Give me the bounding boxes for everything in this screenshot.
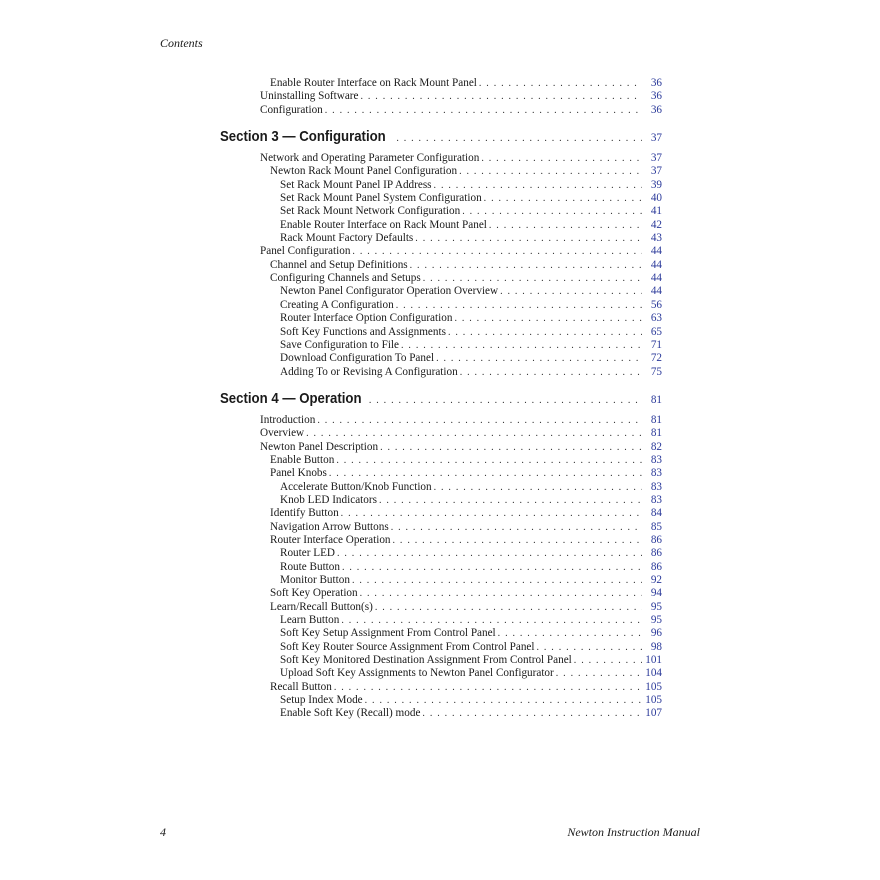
- running-head: Contents: [160, 36, 203, 50]
- toc-page-link[interactable]: 71: [650, 338, 662, 351]
- toc-entry-label: Upload Soft Key Assignments to Newton Panel Configurator: [280, 667, 554, 680]
- toc-page-link[interactable]: 107: [645, 707, 662, 720]
- toc-entry[interactable]: [220, 285, 662, 298]
- toc-entry-label: Learn/Recall Button(s): [270, 600, 373, 613]
- footer-manual-title: Newton Instruction Manual: [567, 825, 700, 839]
- toc-entry[interactable]: [220, 707, 662, 720]
- toc-page-link[interactable]: 39: [650, 178, 662, 191]
- toc-entry-label: Enable Router Interface on Rack Mount Panel: [270, 77, 477, 89]
- toc-page-link[interactable]: 75: [650, 365, 662, 378]
- dot-leader: [365, 694, 642, 707]
- toc-entry-label: Router LED: [280, 547, 335, 560]
- dot-leader: [329, 467, 642, 480]
- toc-section-heading[interactable]: [220, 389, 662, 412]
- toc-page-link[interactable]: 37: [650, 165, 662, 178]
- dot-leader: [360, 587, 642, 600]
- dot-leader: [459, 165, 642, 178]
- toc-entry-label: Soft Key Operation: [270, 587, 358, 600]
- dot-leader: [396, 132, 642, 145]
- toc-page-link[interactable]: 96: [650, 627, 662, 640]
- toc-page-link[interactable]: 82: [650, 440, 662, 453]
- toc-entry[interactable]: [220, 601, 662, 614]
- toc-page-link[interactable]: 81: [650, 427, 662, 440]
- toc-entry[interactable]: [220, 259, 662, 272]
- toc-entry-label: Identify Button: [270, 507, 339, 520]
- toc-entry-label: Soft Key Functions and Assignments: [280, 325, 446, 338]
- toc-page-link[interactable]: 84: [650, 507, 662, 520]
- toc-entry[interactable]: [220, 152, 662, 165]
- toc-entry[interactable]: [220, 90, 662, 103]
- toc-entry-label: Soft Key Setup Assignment From Control Panel: [280, 627, 496, 640]
- toc-page-link[interactable]: 86: [650, 547, 662, 560]
- dot-leader: [341, 614, 642, 627]
- toc-page-link[interactable]: 92: [650, 574, 662, 586]
- toc-entry-label: Enable Router Interface on Rack Mount Panel: [280, 218, 487, 231]
- toc-entry[interactable]: [220, 534, 662, 547]
- toc-entry[interactable]: [220, 627, 662, 640]
- dot-leader: [498, 627, 642, 640]
- toc-entry-label: Section 3 — Configuration: [220, 128, 386, 146]
- toc-entry-label: Introduction: [260, 413, 316, 426]
- toc-page-link[interactable]: 85: [650, 520, 662, 533]
- toc-page-link[interactable]: 44: [650, 285, 662, 298]
- toc-entry[interactable]: [220, 494, 662, 507]
- toc-page-link[interactable]: 81: [650, 393, 662, 406]
- toc-entry-label: Route Button: [280, 560, 340, 573]
- dot-leader: [460, 366, 642, 379]
- toc-entry-label: Enable Button: [270, 453, 335, 466]
- dot-leader: [379, 494, 642, 507]
- dot-leader: [423, 272, 642, 285]
- toc-entry-label: Creating A Configuration: [280, 298, 394, 311]
- toc-page-link[interactable]: 86: [650, 533, 662, 546]
- toc-page-link[interactable]: 94: [650, 587, 662, 600]
- toc-page-link[interactable]: 95: [650, 600, 662, 613]
- toc-page-link[interactable]: 43: [650, 232, 662, 245]
- dot-leader: [434, 481, 642, 494]
- dot-leader: [401, 339, 642, 352]
- toc-entry[interactable]: [220, 654, 662, 667]
- toc-page-link[interactable]: 105: [645, 694, 662, 707]
- toc-page-link[interactable]: 40: [650, 192, 662, 205]
- toc-page-link[interactable]: 83: [650, 480, 662, 493]
- toc-page-link[interactable]: 44: [650, 258, 662, 271]
- dot-leader: [393, 534, 642, 547]
- toc-page-link[interactable]: 72: [650, 352, 662, 365]
- toc-entry[interactable]: [220, 667, 662, 680]
- dot-leader: [479, 77, 642, 90]
- toc-page-link[interactable]: 81: [650, 413, 662, 426]
- dot-leader: [352, 245, 642, 258]
- toc-entry-label: Soft Key Monitored Destination Assignment From Control Panel: [280, 654, 572, 667]
- toc-entry[interactable]: [220, 454, 662, 467]
- toc-page-link[interactable]: 83: [650, 453, 662, 466]
- toc-entry[interactable]: [220, 641, 662, 654]
- toc-section-heading[interactable]: [220, 130, 662, 150]
- toc-entry-label: Configuration: [260, 103, 323, 116]
- toc-entry[interactable]: [220, 681, 662, 694]
- dot-leader: [436, 352, 642, 365]
- toc-entry[interactable]: [220, 561, 662, 574]
- dot-leader: [306, 427, 642, 440]
- toc-entry[interactable]: [220, 299, 662, 312]
- toc-page-link[interactable]: 65: [650, 325, 662, 338]
- toc-entry-label: Set Rack Mount Panel IP Address: [280, 178, 432, 191]
- toc-entry[interactable]: [220, 694, 662, 707]
- dot-leader: [500, 285, 642, 298]
- toc-entry-label: Navigation Arrow Buttons: [270, 520, 389, 533]
- toc-entry[interactable]: [220, 521, 662, 534]
- toc-entry-label: Uninstalling Software: [260, 90, 359, 103]
- toc-entry[interactable]: [220, 427, 662, 440]
- dot-leader: [422, 707, 642, 720]
- dot-leader: [448, 326, 642, 339]
- dot-leader: [361, 90, 643, 103]
- toc-entry-label: Setup Index Mode: [280, 694, 363, 707]
- toc-entry[interactable]: [220, 614, 662, 627]
- toc-entry[interactable]: [220, 179, 662, 192]
- toc-entry[interactable]: [220, 219, 662, 232]
- toc-entry-label: Newton Panel Description: [260, 440, 379, 453]
- dot-leader: [574, 654, 642, 667]
- toc-entry-label: Enable Soft Key (Recall) mode: [280, 707, 421, 720]
- dot-leader: [336, 454, 642, 467]
- dot-leader: [334, 681, 642, 694]
- dot-leader: [342, 561, 642, 574]
- toc-entry-label: Save Configuration to File: [280, 338, 400, 351]
- dot-leader: [369, 394, 642, 407]
- toc-entry[interactable]: [220, 165, 662, 178]
- toc-entry-label: Set Rack Mount Panel System Configuration: [280, 192, 482, 205]
- toc-entry[interactable]: [220, 77, 662, 90]
- toc-entry-label: Learn Button: [280, 614, 340, 627]
- dot-leader: [341, 507, 642, 520]
- dot-leader: [462, 205, 642, 218]
- toc-entry-label: Monitor Button: [280, 574, 350, 586]
- dot-leader: [415, 232, 642, 245]
- toc-page-link[interactable]: 63: [650, 312, 662, 325]
- toc-entry-label: Adding To or Revising A Configuration: [280, 365, 458, 378]
- toc-page-link[interactable]: 44: [650, 272, 662, 285]
- toc-page-link[interactable]: 37: [650, 152, 662, 165]
- toc-page-link[interactable]: 36: [650, 90, 662, 103]
- dot-leader: [375, 601, 642, 614]
- dot-leader: [352, 574, 642, 587]
- toc-entry[interactable]: [220, 366, 662, 379]
- toc-page-link[interactable]: 98: [650, 640, 662, 653]
- toc-entry[interactable]: [220, 272, 662, 285]
- dot-leader: [454, 312, 642, 325]
- dot-leader: [556, 667, 642, 680]
- toc-entry[interactable]: [220, 441, 662, 454]
- toc-page-link[interactable]: 42: [650, 218, 662, 231]
- toc-entry[interactable]: [220, 574, 662, 587]
- dot-leader: [434, 179, 642, 192]
- toc-entry[interactable]: [220, 326, 662, 339]
- toc-page-link[interactable]: 41: [650, 205, 662, 218]
- toc-entry-label: Set Rack Mount Network Configuration: [280, 205, 461, 218]
- dot-leader: [317, 414, 642, 427]
- toc-entry[interactable]: [220, 205, 662, 218]
- toc-page-link[interactable]: 86: [650, 560, 662, 573]
- toc-entry-label: Section 4 — Operation: [220, 389, 362, 407]
- toc-entry[interactable]: [220, 507, 662, 520]
- toc-entry[interactable]: [220, 192, 662, 205]
- toc-entry-label: Panel Configuration: [260, 245, 351, 258]
- toc-entry[interactable]: [220, 104, 662, 117]
- toc-entry-label: Newton Rack Mount Panel Configuration: [270, 165, 458, 178]
- dot-leader: [380, 441, 642, 454]
- table-of-contents: [220, 77, 662, 721]
- toc-page-link[interactable]: 56: [650, 298, 662, 311]
- toc-page-link[interactable]: 37: [650, 132, 662, 145]
- toc-entry-label: Newton Panel Configurator Operation Overview: [280, 285, 499, 298]
- toc-entry-label: Download Configuration To Panel: [280, 352, 435, 365]
- toc-entry[interactable]: [220, 339, 662, 352]
- toc-entry[interactable]: [220, 467, 662, 480]
- toc-entry-label: Router Interface Option Configuration: [280, 312, 453, 325]
- dot-leader: [537, 641, 643, 654]
- toc-entry-label: Configuring Channels and Setups: [270, 272, 421, 285]
- toc-entry-label: Channel and Setup Definitions: [270, 258, 408, 271]
- toc-entry[interactable]: [220, 587, 662, 600]
- toc-entry-label: Overview: [260, 427, 305, 440]
- toc-page-link[interactable]: 83: [650, 467, 662, 480]
- dot-leader: [391, 521, 642, 534]
- toc-entry-label: Network and Operating Parameter Configuration: [260, 152, 480, 165]
- toc-entry[interactable]: [220, 232, 662, 245]
- toc-page-link[interactable]: 36: [650, 77, 662, 89]
- toc-entry-label: Panel Knobs: [270, 467, 327, 480]
- dot-leader: [396, 299, 642, 312]
- dot-leader: [489, 219, 642, 232]
- toc-page-link[interactable]: 83: [650, 493, 662, 506]
- footer-page-number: 4: [160, 825, 166, 839]
- toc-page-link[interactable]: 36: [650, 103, 662, 116]
- toc-page-link[interactable]: 101: [645, 654, 662, 667]
- toc-entry-label: Rack Mount Factory Defaults: [280, 232, 414, 245]
- toc-entry-label: Soft Key Router Source Assignment From Control Panel: [280, 640, 535, 653]
- toc-page-link[interactable]: 104: [645, 667, 662, 680]
- dot-leader: [337, 547, 642, 560]
- toc-page-link[interactable]: 95: [650, 614, 662, 627]
- dot-leader: [325, 104, 642, 117]
- dot-leader: [484, 192, 642, 205]
- toc-entry-label: Knob LED Indicators: [280, 493, 377, 506]
- dot-leader: [410, 259, 642, 272]
- toc-entry-label: Router Interface Operation: [270, 533, 391, 546]
- toc-page-link[interactable]: 44: [650, 245, 662, 258]
- toc-entry[interactable]: [220, 414, 662, 427]
- toc-entry[interactable]: [220, 481, 662, 494]
- toc-entry[interactable]: [220, 352, 662, 365]
- toc-entry-label: Recall Button: [270, 680, 332, 693]
- toc-page-link[interactable]: 105: [645, 680, 662, 693]
- dot-leader: [481, 152, 642, 165]
- toc-entry[interactable]: [220, 547, 662, 560]
- toc-entry-label: Accelerate Button/Knob Function: [280, 480, 432, 493]
- toc-entry[interactable]: [220, 245, 662, 258]
- toc-entry[interactable]: [220, 312, 662, 325]
